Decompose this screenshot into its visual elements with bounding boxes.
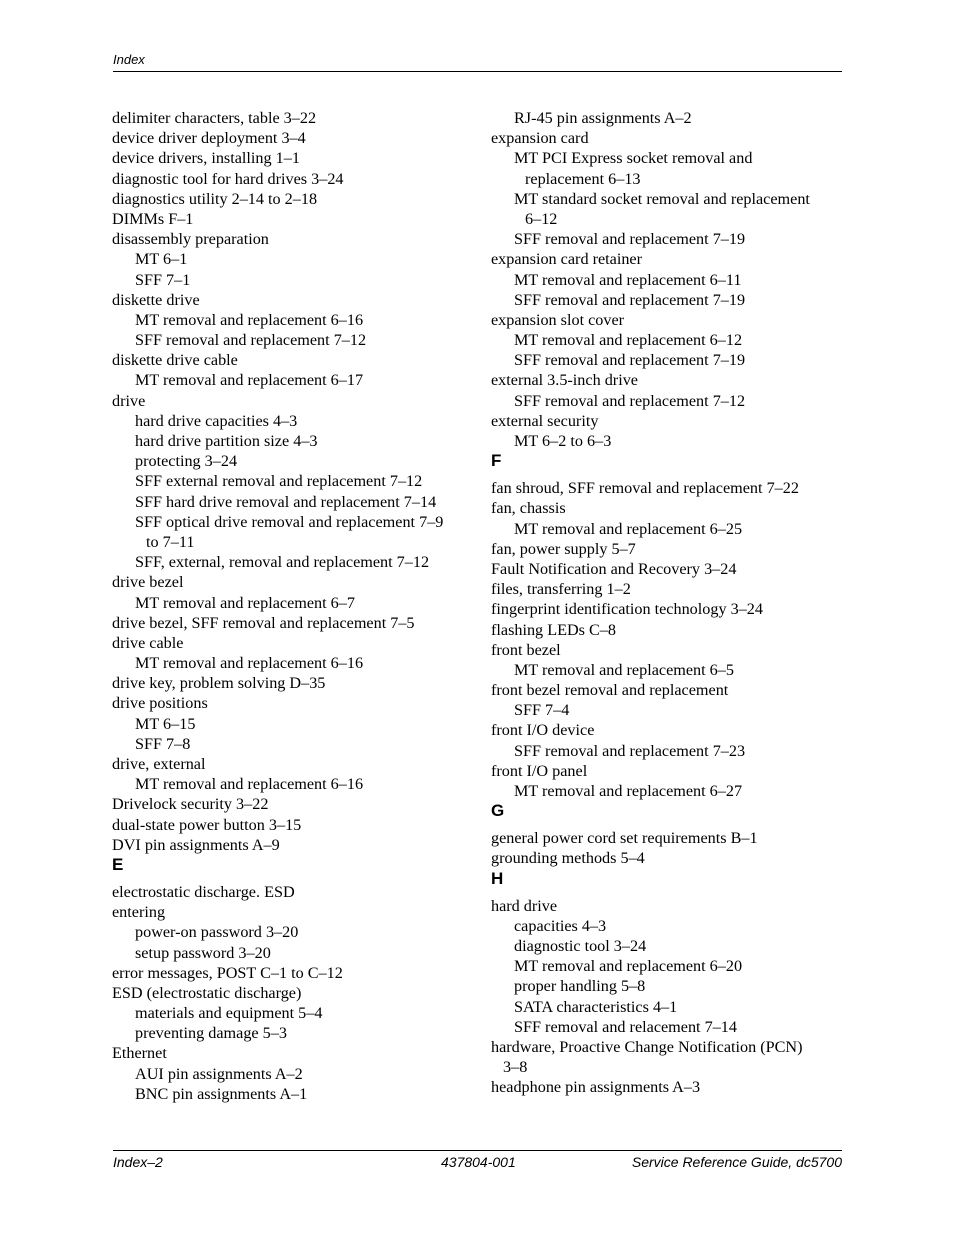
index-subentry: SFF removal and replacement 7–19 (514, 351, 746, 370)
index-entry: flashing LEDs C–8 (491, 620, 616, 639)
footer-rule (113, 1150, 842, 1151)
index-subentry: 6–12 (525, 209, 558, 228)
footer-page-number: Index–2 (113, 1154, 163, 1170)
index-subentry: MT removal and replacement 6–7 (135, 593, 355, 612)
index-entry: disassembly preparation (112, 230, 269, 249)
index-entry: expansion card retainer (491, 250, 643, 269)
index-subentry: MT PCI Express socket removal and (514, 149, 753, 168)
index-subentry: hard drive partition size 4–3 (135, 432, 318, 450)
index-entry: external security (491, 411, 599, 430)
index-entry: drive key, problem solving D–35 (112, 674, 326, 693)
index-entry: Fault Notification and Recovery 3–24 (491, 559, 737, 578)
index-entry: Drivelock security 3–22 (112, 795, 269, 814)
index-entry: diskette drive (112, 290, 200, 309)
index-subentry: MT 6–1 (135, 250, 188, 269)
index-entry: fingerprint identification technology 3–24 (491, 600, 763, 619)
index-letter-heading: G (491, 801, 505, 821)
index-entry: drive positions (112, 694, 208, 713)
index-entry: drive bezel (112, 573, 184, 592)
index-subentry: SFF removal and replacement 7–19 (514, 290, 746, 309)
index-letter-heading: F (491, 451, 502, 471)
index-subentry: AUI pin assignments A–2 (135, 1064, 303, 1083)
index-entry: device drivers, installing 1–1 (112, 149, 300, 168)
index-subentry: preventing damage 5–3 (135, 1024, 287, 1043)
index-entry: fan, chassis (491, 499, 566, 518)
index-entry: hard drive (491, 896, 558, 915)
index-entry: diagnostics utility 2–14 to 2–18 (112, 189, 318, 208)
index-subentry: proper handling 5–8 (514, 977, 646, 996)
footer-guide-title: Service Reference Guide, dc5700 (631, 1154, 842, 1170)
index-entry: drive (112, 391, 146, 410)
index-subentry: SFF optical drive removal and replacement 7–9 (135, 512, 444, 531)
index-subentry: SFF removal and replacement 7–12 (514, 391, 746, 410)
index-entry: front bezel removal and replacement (491, 681, 729, 700)
index-subentry: SFF 7–1 (135, 270, 191, 289)
index-subentry: diagnostic tool 3–24 (514, 936, 647, 955)
index-column-left (112, 108, 462, 1104)
index-entry: headphone pin assignments A–3 (491, 1078, 701, 1097)
index-subentry: MT removal and replacement 6–5 (514, 660, 734, 679)
index-entry: Ethernet (112, 1044, 167, 1063)
index-entry: expansion card (491, 129, 589, 148)
index-subentry: to 7–11 (146, 532, 195, 551)
index-subentry: hard drive capacities 4–3 (135, 411, 298, 430)
index-subentry: SFF 7–8 (135, 734, 191, 753)
index-subentry: MT 6–2 to 6–3 (514, 432, 612, 450)
index-subentry: 3–8 (503, 1058, 528, 1077)
index-subentry: SATA characteristics 4–1 (514, 997, 678, 1016)
index-entry: delimiter characters, table 3–22 (112, 109, 317, 127)
index-subentry: setup password 3–20 (135, 943, 271, 962)
index-subentry: materials and equipment 5–4 (135, 1004, 323, 1023)
index-entry: diagnostic tool for hard drives 3–24 (112, 169, 344, 188)
index-subentry: SFF external removal and replacement 7–12 (135, 472, 423, 491)
index-entry: expansion slot cover (491, 310, 625, 329)
index-entry: diskette drive cable (112, 351, 238, 370)
index-subentry: BNC pin assignments A–1 (135, 1084, 308, 1103)
index-entry: entering (112, 903, 166, 922)
index-subentry: replacement 6–13 (525, 169, 641, 188)
index-subentry: power-on password 3–20 (135, 923, 299, 942)
index-entry: ESD (electrostatic discharge) (112, 983, 302, 1002)
index-letter-heading: H (491, 868, 504, 888)
index-subentry: MT removal and replacement 6–16 (135, 654, 364, 673)
index-entry: fan, power supply 5–7 (491, 539, 636, 558)
index-subentry: SFF hard drive removal and replacement 7–14 (135, 492, 437, 511)
index-column-right (491, 108, 841, 1097)
index-entry: device driver deployment 3–4 (112, 129, 306, 148)
index-entry: general power cord set requirements B–1 (491, 829, 758, 848)
header-rule (113, 71, 842, 72)
index-entry: DVI pin assignments A–9 (112, 835, 280, 854)
index-subentry: protecting 3–24 (135, 452, 238, 471)
index-entry: fan shroud, SFF removal and replacement 7–22 (491, 479, 799, 498)
index-subentry: MT removal and replacement 6–27 (514, 782, 743, 800)
index-subentry: MT removal and replacement 6–16 (135, 775, 364, 794)
index-subentry: MT removal and replacement 6–25 (514, 519, 743, 538)
index-entry: front I/O device (491, 721, 595, 740)
footer-doc-number: 437804-001 (441, 1154, 516, 1170)
index-subentry: SFF removal and replacement 7–12 (135, 331, 367, 350)
index-entry: drive cable (112, 633, 184, 652)
index-subentry: SFF, external, removal and replacement 7–12 (135, 553, 430, 572)
index-subentry: SFF removal and relacement 7–14 (514, 1017, 737, 1036)
index-subentry: RJ-45 pin assignments A–2 (514, 109, 692, 127)
index-entry: files, transferring 1–2 (491, 580, 631, 599)
index-letter-heading: E (112, 854, 124, 874)
index-entry: drive, external (112, 755, 206, 773)
index-entry: front bezel (491, 640, 561, 659)
index-subentry: MT removal and replacement 6–12 (514, 331, 743, 350)
index-subentry: SFF removal and replacement 7–23 (514, 741, 746, 760)
index-entry: error messages, POST C–1 to C–12 (112, 963, 343, 982)
index-subentry: SFF 7–4 (514, 701, 570, 720)
index-entry: electrostatic discharge. ESD (112, 882, 295, 901)
index-entry: front I/O panel (491, 761, 588, 780)
index-subentry: MT 6–15 (135, 714, 196, 733)
index-entry: external 3.5-inch drive (491, 371, 638, 390)
index-entry: DIMMs F–1 (112, 209, 194, 228)
index-subentry: MT removal and replacement 6–11 (514, 270, 742, 289)
index-subentry: MT removal and replacement 6–20 (514, 957, 743, 976)
index-entry: dual-state power button 3–15 (112, 815, 302, 834)
index-subentry: MT removal and replacement 6–17 (135, 371, 364, 390)
index-subentry: capacities 4–3 (514, 916, 607, 935)
index-subentry: MT removal and replacement 6–16 (135, 310, 364, 329)
index-entry: drive bezel, SFF removal and replacement 7–5 (112, 613, 415, 632)
index-subentry: SFF removal and replacement 7–19 (514, 230, 746, 249)
index-entry: grounding methods 5–4 (491, 849, 645, 868)
running-header: Index (113, 52, 145, 67)
index-entry: hardware, Proactive Change Notification (PCN) (491, 1037, 803, 1056)
index-subentry: MT standard socket removal and replacement (514, 189, 810, 208)
